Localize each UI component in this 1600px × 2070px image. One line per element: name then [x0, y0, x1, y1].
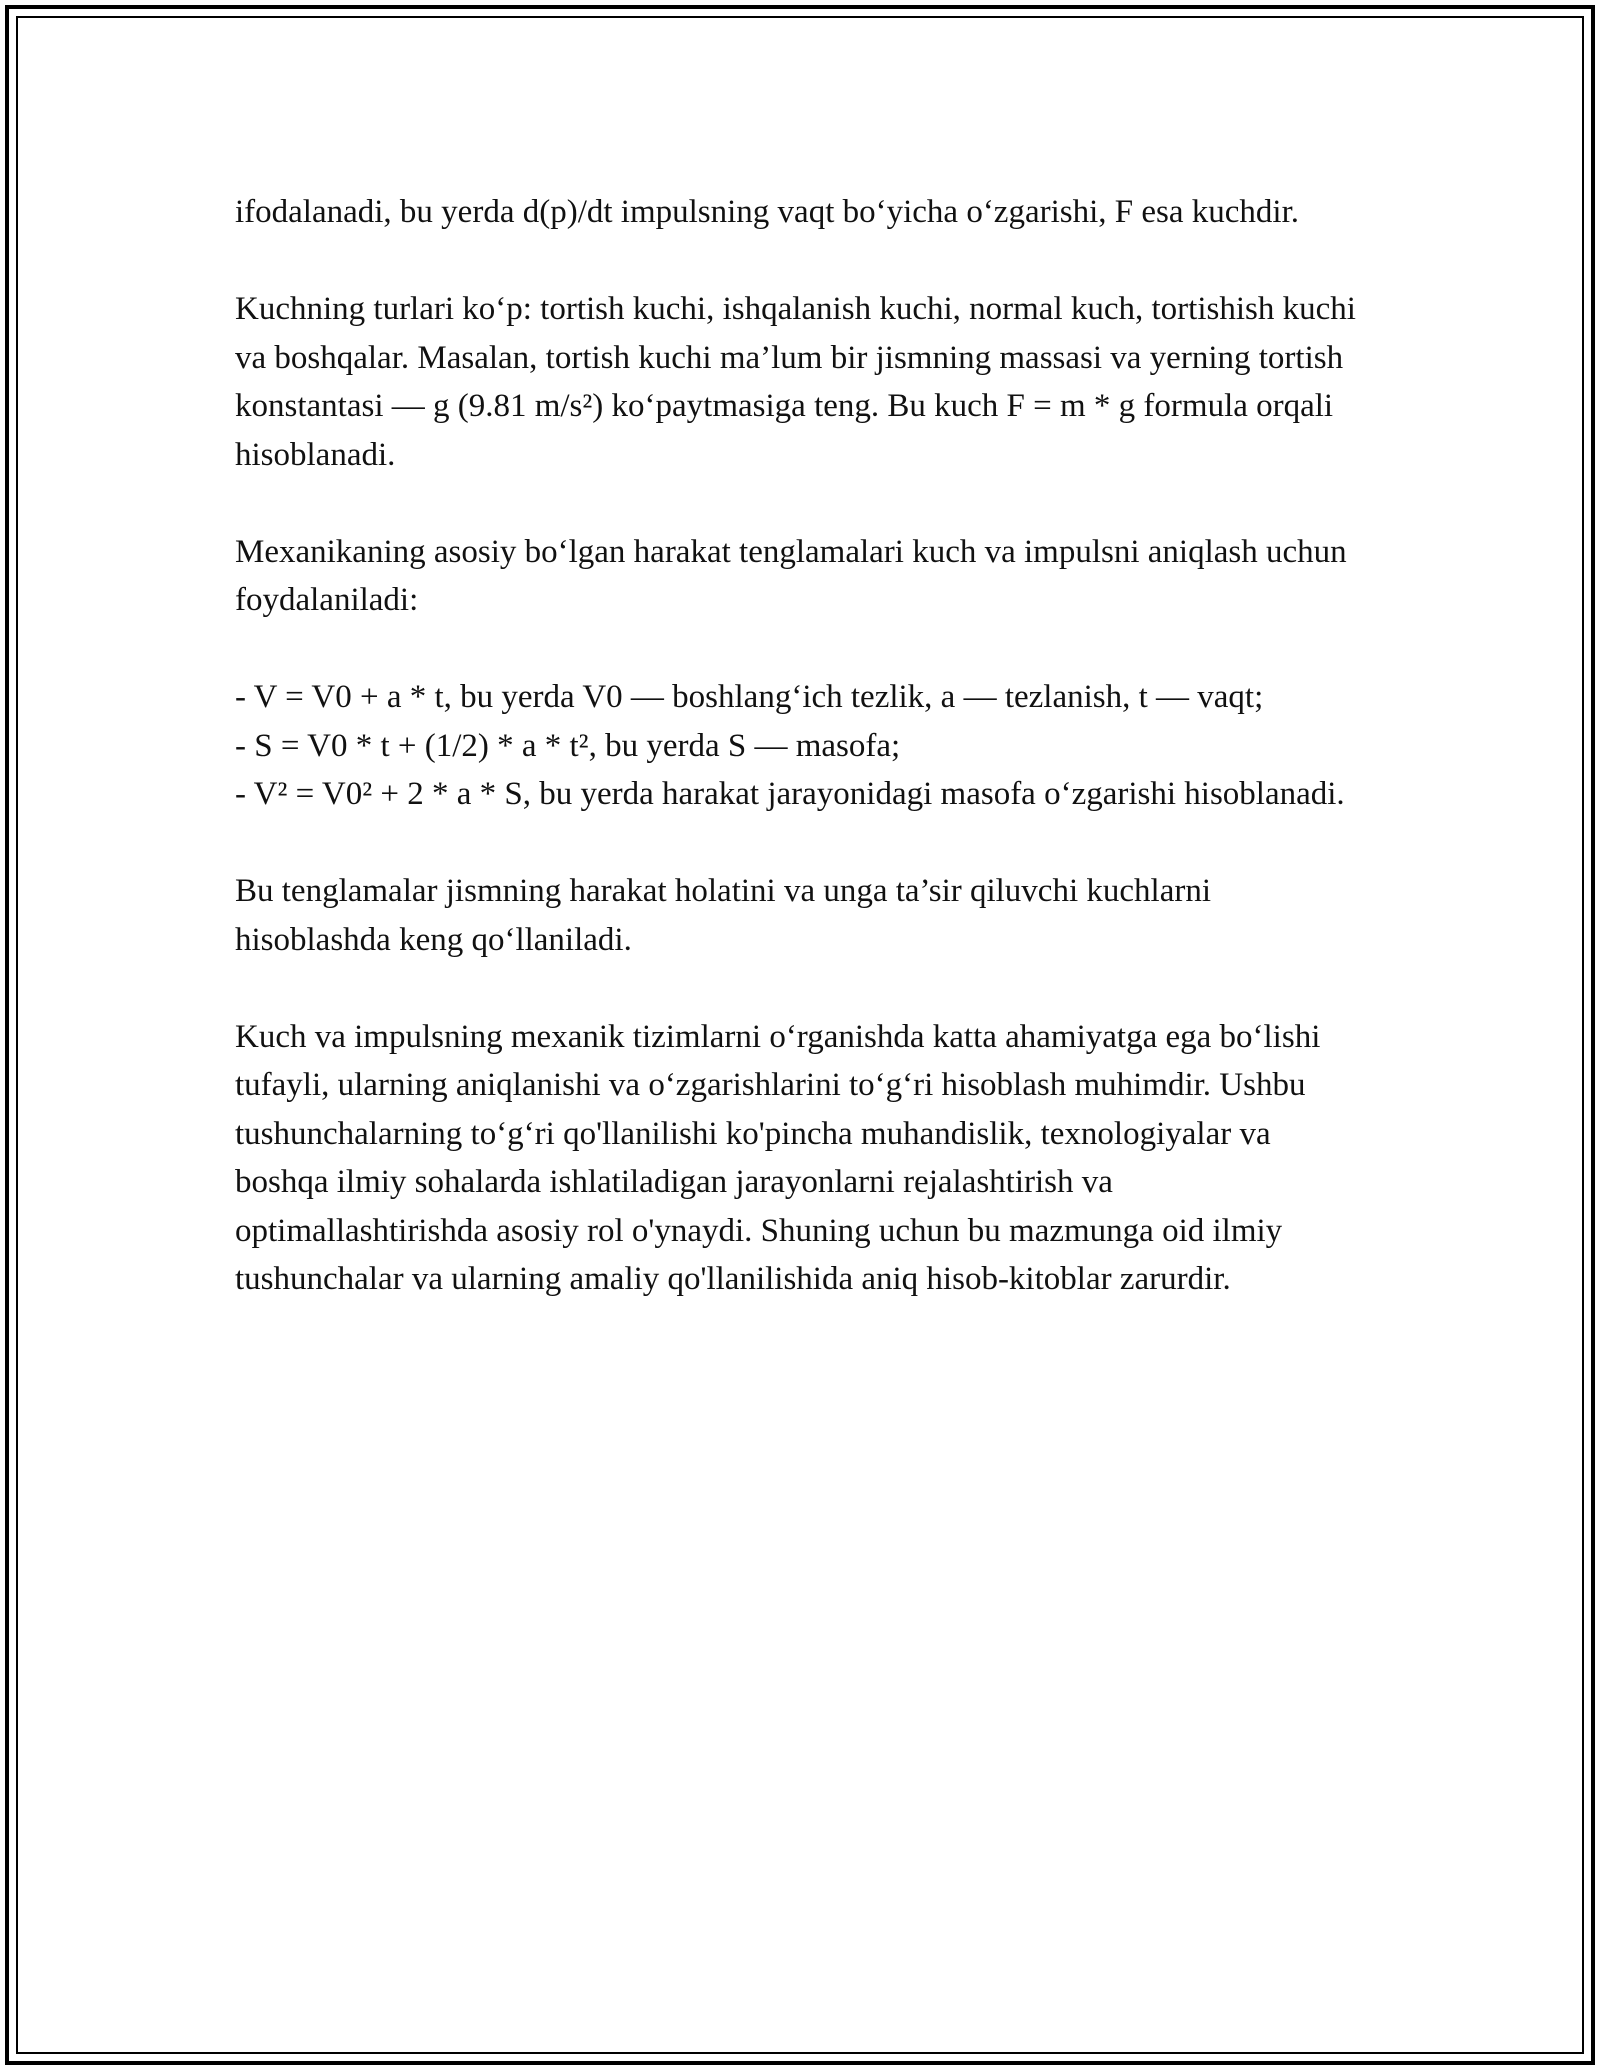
equation-list	[235, 673, 1365, 819]
paragraph-equations-intro: Mexanikaning asosiy bo‘lgan harakat tenglamalari kuch va impulsni aniqlash uchun foydalaniladi:	[235, 533, 1347, 618]
paragraph-definition: ifodalanadi, bu yerda d(p)/dt impulsning vaqt bo‘yicha o‘zgarishi, F esa kuchdir.	[235, 194, 1299, 230]
equation-distance: - S = V0 * t + (1/2) * a * t², bu yerda S — masofa;	[235, 727, 901, 764]
equation-velocity-squared: - V² = V0² + 2 * a * S, bu yerda harakat jarayonidagi masofa o‘zgarishi hisoblanadi.	[235, 776, 1345, 812]
document-body	[235, 188, 1365, 1352]
equation-velocity: - V = V0 + a * t, bu yerda V0 — boshlang‘ich tezlik, a — tezlanish, t — vaqt;	[235, 679, 1264, 715]
paragraph-applications: Bu tenglamalar jismning harakat holatini va unga ta’sir qiluvchi kuchlarni hisoblashda keng qo‘llaniladi.	[235, 873, 1211, 958]
paragraph-force-types: Kuchning turlari ko‘p: tortish kuchi, ishqalanish kuchi, normal kuch, tortishish kuchi va boshqalar. Masalan, tortish kuchi ma’lum bir jismning massasi va yerning tortish konstantasi — g (9.81 m/s²) ko‘paytmasiga teng. Bu kuch F = m * g formula orqali hisoblanadi.	[235, 291, 1356, 473]
paragraph-conclusion: Kuch va impulsning mexanik tizimlarni o‘rganishda katta ahamiyatga ega bo‘lishi tufayli, ularning aniqlanishi va o‘zgarishlarini to‘g‘ri hisoblash muhimdir. Ushbu tushunchalarning to‘g‘ri qo'llanilishi ko'pincha muhandislik, texnologiyalar va boshqa ilmiy sohalarda ishlatiladigan jarayonlarni rejalashtirish va optimallashtirishda asosiy rol o'ynaydi. Shuning uchun bu mazmunga oid ilmiy tushunchalar va ularning amaliy qo'llanilishida aniq hisob-kitoblar zarurdir.	[235, 1018, 1321, 1297]
